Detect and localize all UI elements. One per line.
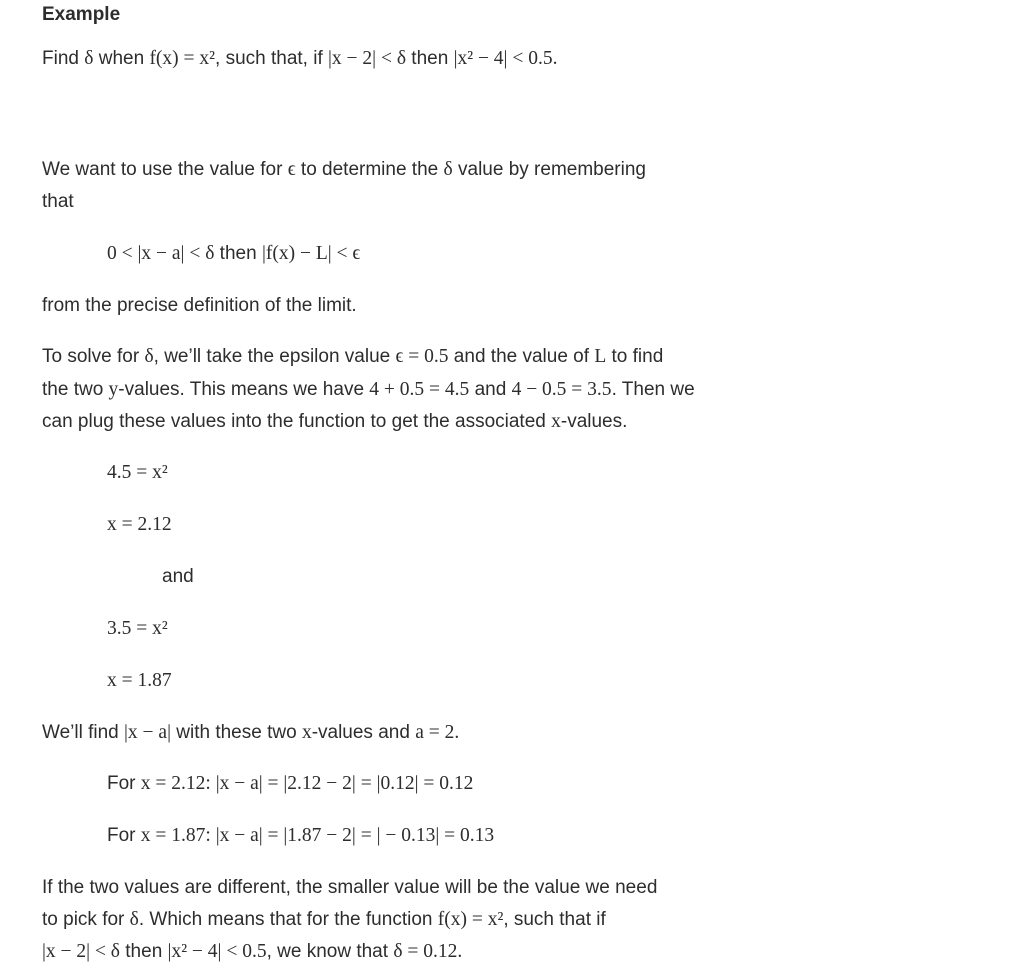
math-expression: 4.5 = x²	[107, 462, 168, 483]
text-line	[162, 564, 194, 590]
text-line	[42, 875, 657, 901]
text-run: the two	[42, 379, 109, 400]
math-expression: 4 − 0.5 = 3.5	[511, 379, 612, 400]
math-expression: |x − 2| < δ	[42, 941, 120, 962]
text-line	[107, 460, 168, 486]
text-line	[42, 939, 462, 965]
math-expression: y	[108, 379, 119, 400]
text-line	[107, 241, 360, 267]
math-expression: δ	[144, 346, 154, 367]
math-expression: δ	[84, 48, 94, 69]
text-run: Find	[42, 48, 85, 69]
text-run: from the precise definition of the limit.	[42, 295, 357, 316]
text-line	[107, 616, 168, 642]
math-expression: x	[551, 411, 561, 432]
text-run: can plug these values into the function to get the associated	[42, 411, 552, 432]
text-line	[42, 409, 627, 435]
text-run: For	[107, 825, 141, 846]
math-expression: |f(x) − L| < ϵ	[261, 243, 361, 264]
text-run: then	[120, 941, 168, 962]
math-expression: x = 2.12: |x − a| = |2.12 − 2| = |0.12| = 0.12	[140, 773, 474, 794]
text-run: , we’ll take the epsilon value	[153, 346, 396, 367]
math-expression: 0 < |x − a| < δ	[107, 243, 215, 264]
text-run: For	[107, 773, 141, 794]
text-line	[42, 157, 646, 183]
text-run: and	[162, 566, 194, 587]
text-run: to pick for	[42, 909, 130, 930]
text-run: to find	[606, 346, 664, 367]
math-expression: δ	[129, 909, 139, 930]
math-expression: x = 2.12	[107, 514, 172, 535]
math-expression: |x² − 4| < 0.5.	[453, 48, 558, 69]
text-line	[107, 512, 172, 538]
math-expression: x = 1.87	[107, 670, 172, 691]
math-expression: f(x) = x²	[437, 909, 504, 930]
text-run: then	[214, 243, 262, 264]
math-expression: a = 2.	[415, 722, 460, 743]
text-run: then	[406, 48, 454, 69]
text-run: To solve for	[42, 346, 145, 367]
text-line	[42, 344, 663, 370]
text-run: that	[42, 191, 74, 212]
text-run: -values and	[311, 722, 416, 743]
text-run: If the two values are different, the smaller value will be the value we need	[42, 877, 658, 898]
math-expression: x = 1.87: |x − a| = |1.87 − 2| = | − 0.13| = 0.13	[140, 825, 495, 846]
text-run: when	[93, 48, 150, 69]
text-line	[107, 823, 494, 849]
text-line	[107, 771, 473, 797]
text-line	[42, 293, 357, 319]
text-run: . Which means that for the function	[138, 909, 438, 930]
math-expression: x	[301, 722, 312, 743]
math-expression: ϵ	[287, 159, 296, 180]
text-run: value by remembering	[452, 159, 646, 180]
text-run: , such that, if	[215, 48, 329, 69]
text-run: and the value of	[448, 346, 595, 367]
text-line	[107, 668, 172, 694]
text-line	[42, 720, 459, 746]
text-line	[42, 907, 606, 933]
math-expression: ϵ = 0.5	[395, 346, 449, 367]
example-heading: Example	[42, 4, 121, 25]
math-expression: L	[594, 346, 607, 367]
text-line	[42, 189, 74, 215]
math-expression: δ = 0.12.	[393, 941, 463, 962]
text-run: We want to use the value for	[42, 159, 288, 180]
text-run: , such that if	[503, 909, 606, 930]
math-expression: 3.5 = x²	[107, 618, 168, 639]
text-run: to determine the	[295, 159, 444, 180]
math-expression: δ	[443, 159, 453, 180]
math-expression: |x − a|	[124, 722, 171, 743]
text-run: We’ll find	[42, 722, 125, 743]
text-run: . Then we	[611, 379, 695, 400]
text-line	[42, 46, 557, 72]
math-expression: |x² − 4| < 0.5	[167, 941, 267, 962]
math-expression: f(x) = x²	[149, 48, 216, 69]
text-run: -values. This means we have	[118, 379, 370, 400]
text-run: -values.	[560, 411, 628, 432]
math-expression: 4 + 0.5 = 4.5	[369, 379, 470, 400]
text-run: and	[469, 379, 512, 400]
text-line	[42, 377, 695, 403]
math-expression: |x − 2| < δ	[328, 48, 407, 69]
text-run: with these two	[170, 722, 302, 743]
text-run: , we know that	[266, 941, 394, 962]
